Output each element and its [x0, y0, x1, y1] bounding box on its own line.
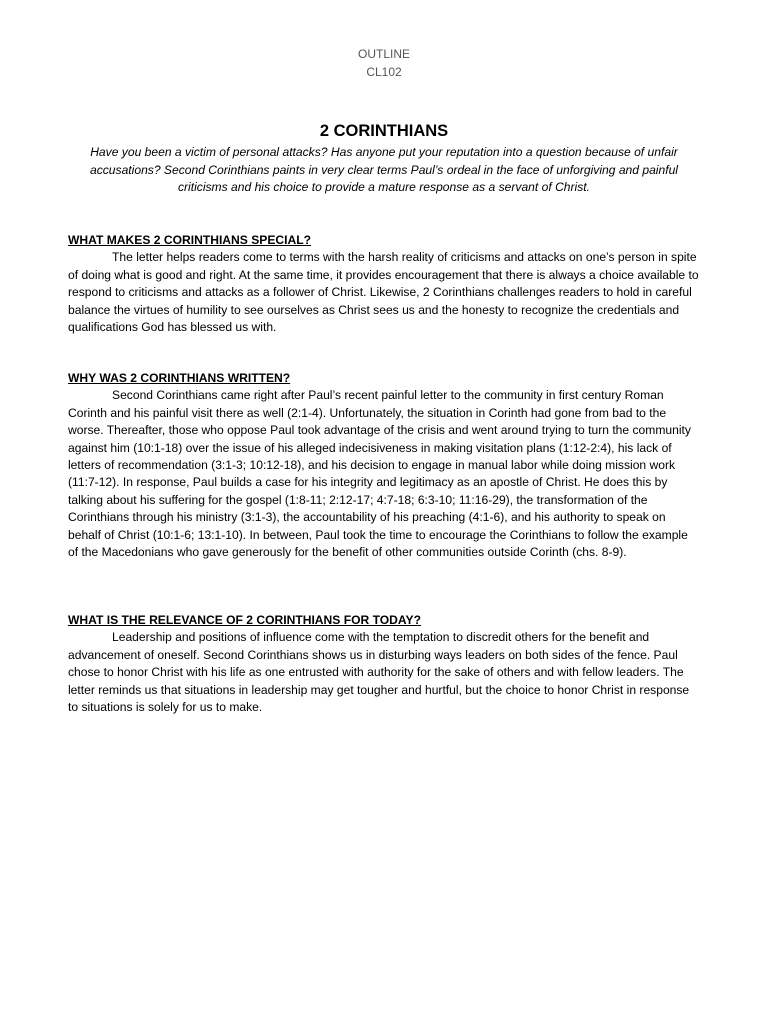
document-title: 2 CORINTHIANS — [319, 122, 449, 140]
section-body: The letter helps readers come to terms with the harsh reality of criticisms and attacks on one’s person in spite of doing what is good and right. At the same time, it provides encouragement that there is always a choice available to respond to criticisms and attacks as a follower of Christ. Likewise, 2 Corinthians challenges readers to hold in careful balance the virtues of humility to see ourselves as Christ sees us and the honesty to recognize the credentials and qualifications God has blessed us with. — [68, 250, 699, 335]
section-heading: WHAT IS THE RELEVANCE OF 2 CORINTHIANS FOR TODAY? — [68, 613, 421, 627]
section-why-written — [68, 370, 700, 561]
section-heading: WHY WAS 2 CORINTHIANS WRITTEN? — [68, 371, 291, 385]
section-special — [68, 232, 700, 336]
outline-label: OUTLINE — [357, 47, 410, 61]
section-body: Leadership and positions of influence come with the temptation to discredit others for the benefit and advancement of oneself. Second Corinthians shows us in disturbing ways leaders on both sides of the fence. Paul chose to honor Christ with his life as one entrusted with authority for the sake of others and with fellow leaders. The letter reminds us that situations in leadership may get tougher and hurtful, but the choice to honor Christ in response to situations is solely for us to make. — [68, 630, 690, 715]
section-heading: WHAT MAKES 2 CORINTHIANS SPECIAL? — [68, 233, 311, 247]
section-relevance — [68, 612, 700, 716]
intro-paragraph: Have you been a victim of personal attacks? Has anyone put your reputation into a question because of unfair accusations? Second Corinthians paints in very clear terms Paul’s ordeal in the face of unforgiving and painful criticisms and his choice to provide a mature response as a servant of Christ. — [89, 145, 678, 195]
section-body: Second Corinthians came right after Paul’s recent painful letter to the community in first century Roman Corinth and his painful visit there as well (2:1-4). Unfortunately, the situation in Corinth had gone from bad to the worse. Thereafter, those who oppose Paul took advantage of the crisis and went around trying to turn the community against him (10:1-18) over the issue of his alleged indecisiveness in making visitation plans (1:12-2:4), his lack of letters of recommendation (3:1-3; 10:12-18), and his decision to engage in manual labor while doing mission work (11:7-12). In response, Paul builds a case for his integrity and legitimacy as an apostle of Christ. He does this by talking about his suffering for the gospel (1:8-11; 2:12-17; 4:7-18; 6:3-10; 11:16-29), the transformation of the Corinthians through his ministry (3:1-3), the accountability of his preaching (4:1-6), and his authority to speak on behalf of Christ (10:1-6; 13:1-10). In between, Paul took the time to encourage the Corinthians to follow the example of the Macedonians who gave generously for the benefit of other communities outside Corinth (chs. 8-9). — [68, 388, 691, 560]
document-header — [0, 45, 768, 81]
course-code: CL102 — [366, 65, 402, 79]
